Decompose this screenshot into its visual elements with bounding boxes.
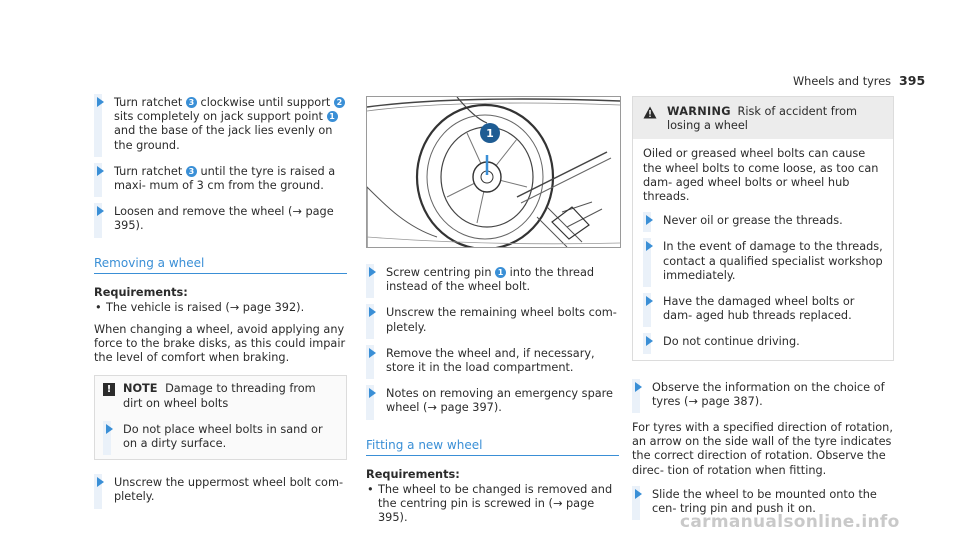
section-title-fitting-wheel: Fitting a new wheel <box>366 438 619 456</box>
wheel-illustration-svg <box>367 97 620 247</box>
step-turn-ratchet-support: Turn ratchet 3 clockwise until support 2 sits completely on jack support point 1 and the base of the jack lies evenly on the ground. <box>94 96 347 153</box>
note-step: Do not place wheel bolts in sand or on a dirty surface. <box>103 423 338 451</box>
warning-title: WARNING <box>667 105 731 118</box>
page-link-text[interactable]: Loosen and remove the wheel (→ page 395). <box>114 205 334 233</box>
step-arrow-icon <box>635 489 642 499</box>
step-loosen-wheel <box>94 205 347 233</box>
callout-1: 1 <box>495 267 506 278</box>
step-screw-centring-pin: Screw centring pin 1 into the thread instead of the wheel bolt. <box>366 266 619 294</box>
step-arrow-icon <box>106 424 113 434</box>
callout-3: 3 <box>186 97 197 108</box>
step-arrow-icon <box>97 166 104 176</box>
callout-1: 1 <box>327 111 338 122</box>
note-box <box>94 375 347 460</box>
warning-step: Never oil or grease the threads. <box>643 214 883 228</box>
step-arrow-icon <box>97 206 104 216</box>
warning-body: Oiled or greased wheel bolts can cause the wheel bolts to come loose, as too can dam- aged wheel bolts or wheel hub threads. <box>643 147 879 204</box>
section-title-removing-wheel: Removing a wheel <box>94 256 347 274</box>
column-left <box>94 96 347 517</box>
callout-3: 3 <box>186 166 197 177</box>
step-unscrew-uppermost-bolt: Unscrew the uppermost wheel bolt com- pletely. <box>94 476 347 504</box>
step-arrow-icon <box>369 267 376 277</box>
step-raise-tyre: Turn ratchet 3 until the tyre is raised a maxi- mum of 3 cm from the ground. <box>94 165 347 193</box>
requirement-item: • The vehicle is raised (→ page 392). <box>95 300 305 314</box>
warning-triangle-icon <box>643 106 657 119</box>
requirements-label: Requirements: <box>366 467 460 481</box>
column-right <box>632 96 894 528</box>
step-arrow-icon <box>97 97 104 107</box>
watermark: carmanualsonline.info <box>680 512 900 532</box>
step-unscrew-remaining-bolts: Unscrew the remaining wheel bolts com- pletely. <box>366 306 619 334</box>
page-number: 395 <box>899 73 926 88</box>
step-arrow-icon <box>97 477 104 487</box>
step-remove-wheel: Remove the wheel and, if necessary, store it in the load compartment. <box>366 347 619 375</box>
warning-step: Have the damaged wheel bolts or dam- aged hub threads replaced. <box>643 295 883 323</box>
callout-2: 2 <box>334 97 345 108</box>
warning-step: Do not continue driving. <box>643 335 883 349</box>
paragraph-brake-disks: When changing a wheel, avoid applying any force to the brake disks, as this could impair the level of comfort when braking. <box>94 322 346 365</box>
step-arrow-icon <box>646 241 653 251</box>
wheel-centring-pin-illustration <box>366 96 621 248</box>
column-middle <box>366 96 619 525</box>
step-arrow-icon <box>646 336 653 346</box>
requirement-item: • The wheel to be changed is removed and the centring pin is screwed in (→ page 395). <box>367 482 613 525</box>
page-header <box>793 73 925 88</box>
exclamation-icon: ! <box>103 383 115 396</box>
note-title: NOTE <box>123 382 158 396</box>
step-arrow-icon <box>646 296 653 306</box>
step-arrow-icon <box>369 388 376 398</box>
step-arrow-icon <box>635 382 642 392</box>
step-slide-wheel: Slide the wheel to be mounted onto the cen- tring pin and push it on. <box>632 488 894 516</box>
step-observe-tyre-choice: Observe the information on the choice of tyres (→ page 387). <box>632 381 894 409</box>
note-text: Damage to threading from dirt on wheel bolts <box>123 382 316 410</box>
figure-callout-1: 1 <box>486 127 494 140</box>
step-arrow-icon <box>369 348 376 358</box>
warning-step: In the event of damage to the threads, contact a qualified specialist workshop immediately. <box>643 240 883 283</box>
warning-headline: Risk of accident from losing a wheel <box>667 105 858 133</box>
requirements-label: Requirements: <box>94 285 188 299</box>
step-arrow-icon <box>646 215 653 225</box>
step-arrow-icon <box>369 307 376 317</box>
step-notes-spare-wheel: Notes on removing an emergency spare wheel (→ page 397). <box>366 387 619 415</box>
section-name: Wheels and tyres <box>793 75 892 88</box>
warning-box <box>632 96 894 361</box>
paragraph-rotation-direction: For tyres with a specified direction of rotation, an arrow on the side wall of the tyre indicates the correct direction of rotation. Observe the direc- tion of rotation when fitting. <box>632 421 893 477</box>
